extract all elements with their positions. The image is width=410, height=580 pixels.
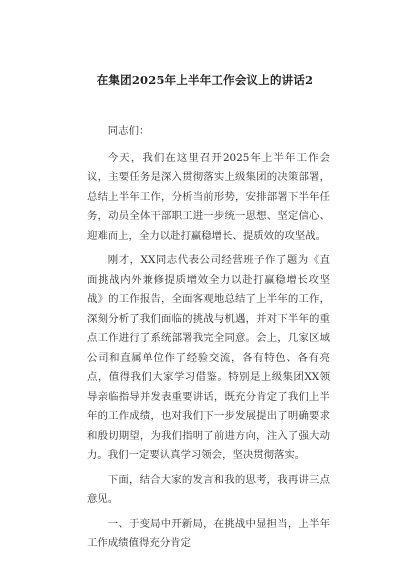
paragraph-transition: 下面，结合大家的发言和我的思考，我再讲三点意见。	[87, 473, 330, 505]
document-title: 在集团2025年上半年工作会议上的讲话2	[96, 73, 314, 87]
salutation: 同志们：	[107, 125, 150, 137]
paragraph-report-summary: 刚才，XX同志代表公司经营班子作了题为《直面挑战内外兼修提质增效全力以赴打赢稳增长攻坚战》的工作报告，全面客观地总结了上半年的工作，深刻分析了我们面临的挑战与机遇，并对下半年的重点工作进行了系统部署我完全同意。会上，几家区域公司和直属单位作了经验交流，各有特色、各有亮点，值得我们大家学习借鉴。特别是上级集团XX领导亲临指导并发表重要讲话，既充分肯定了我们上半年的工作成绩，也对我们下一步发展提出了明确要求和殷切期望，为我们指明了前进方向，注入了强大动力。我们一定要认真学习领会，坚决贯彻落实。	[87, 254, 330, 461]
section-heading-one: 一、于变局中开新局，在挑战中显担当，上半年工作成绩值得充分肯定	[87, 517, 330, 549]
paragraph-opening: 今天，我们在这里召开2025年上半年工作会议，主要任务是深入贯彻落实上级集团的决策部署，总结上半年工作，分析当前形势，安排部署下半年任务，动员全体干部职工进一步统一思想、坚定信心、迎难而上，全力以赴打赢稳增长、提质效的攻坚战。	[87, 151, 330, 242]
document-body	[87, 122, 330, 554]
